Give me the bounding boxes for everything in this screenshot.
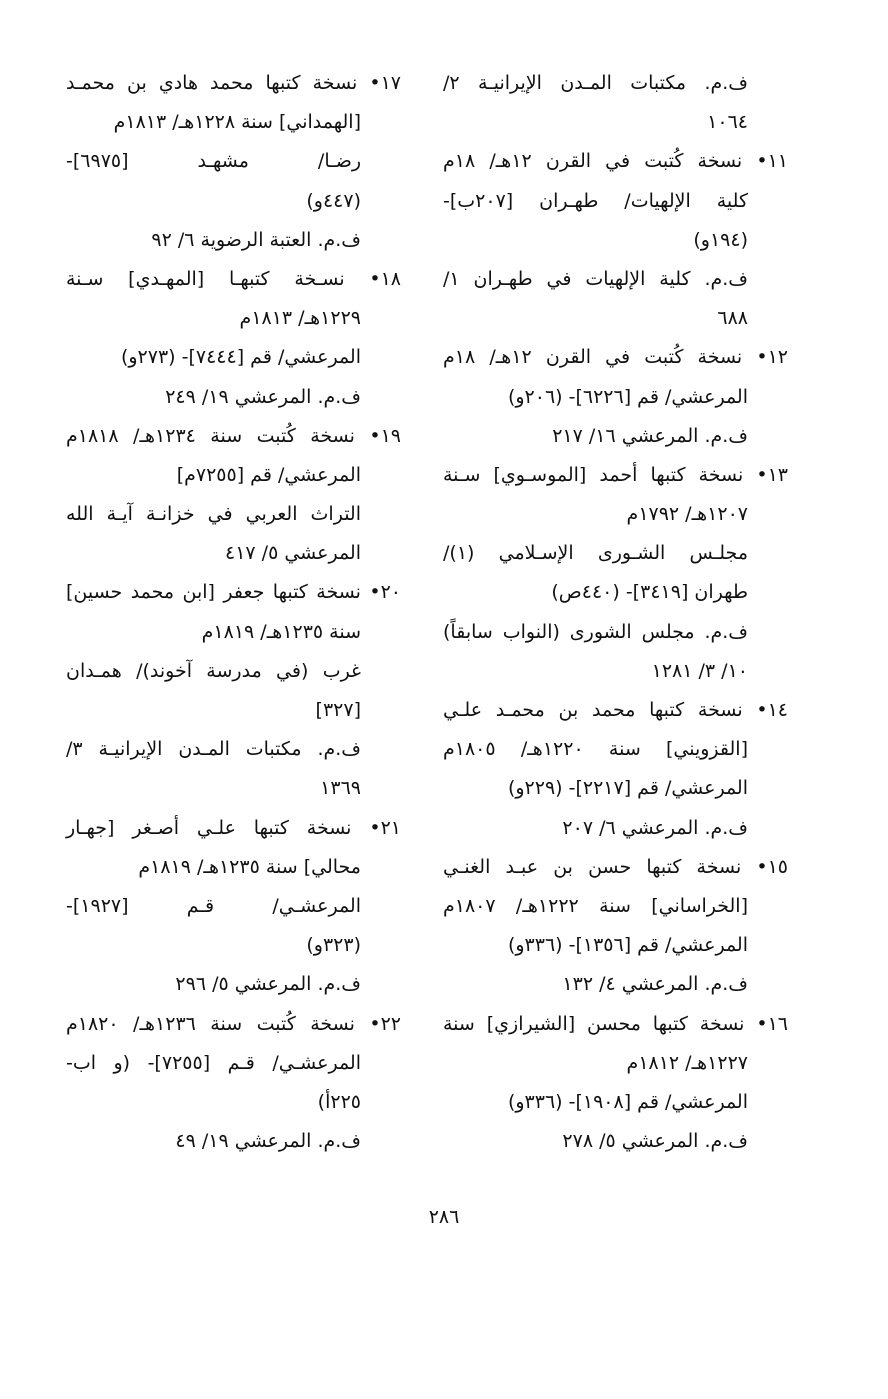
text-line: ف.م. المرعشي ١٦/ ٢١٧ — [552, 424, 748, 447]
text-line: (٣٢٣و) — [306, 934, 361, 957]
text-line: المرعشي/ قم [٦٢٢٦]- (٢٠٦و) — [507, 385, 748, 408]
text-line: ١٧• نسخة كتبها محمد هادي بن محمـد — [66, 72, 401, 94]
text-line: [٣٢٧] — [315, 699, 361, 721]
text-line: ٢٢٥أ) — [317, 1090, 361, 1113]
text-line: المرعشي/ قم [١٣٥٦]- (٣٣٦و) — [507, 934, 748, 957]
text-line: طهران [٣٤١٩]- (٤٤٠ص) — [551, 581, 748, 604]
text-line: ١٩• نسخة كُتبت سنة ١٢٣٤هـ/ ١٨١٨م — [66, 424, 401, 447]
text-line: ف.م. العتبة الرضوية ٦/ ٩٢ — [151, 228, 361, 251]
text-line: ١٨• نسـخة كتبهـا [المهـدي] سـنة — [66, 267, 401, 290]
text-line: ٢٢• نسخة كُتبت سنة ١٢٣٦هـ/ ١٨٢٠م — [66, 1012, 401, 1035]
text-line: ١٦• نسخة كتبها محسن [الشيرازي] سنة — [443, 1012, 788, 1035]
text-line: ١٠٦٤ — [707, 111, 748, 134]
text-line: ف.م. المرعشي ٦/ ٢٠٧ — [562, 816, 748, 839]
text-line: رضـا/ مشهـد [٦٩٧٥]- — [66, 150, 361, 173]
right-column — [443, 64, 788, 1161]
text-line: (٤٤٧و) — [306, 189, 361, 212]
text-line: ف.م. المرعشي ٥/ ٢٧٨ — [562, 1130, 748, 1153]
text-line: ١٢• نسخة كُتبت في القرن ١٢هـ/ ١٨م — [443, 346, 788, 369]
text-line: ١٢٢٩هـ/ ١٨١٣م — [239, 307, 361, 330]
text-line: ف.م. مجلس الشورى (النواب سابقاً) — [443, 620, 748, 643]
text-line: المرعشي/ قم [١٩٠٨]- (٣٣٦و) — [507, 1090, 748, 1113]
text-line: التراث العربي في خزانـة آيـة الله — [66, 503, 361, 526]
text-line: ٦٨٨ — [717, 307, 748, 330]
page-number: ٢٨٦ — [428, 1206, 460, 1228]
text-line: مجلـس الشـورى الإسـلامي (١)/ — [443, 542, 748, 565]
text-line: ف.م. المرعشي ١٩/ ٤٩ — [175, 1130, 361, 1153]
text-line: المرعشـي/ قـم [١٩٢٧]- — [66, 894, 361, 917]
text-line: سنة ١٢٣٥هـ/ ١٨١٩م — [201, 620, 361, 643]
text-line: ف.م. المرعشي ٥/ ٢٩٦ — [175, 973, 361, 996]
text-line: ف.م. المرعشي ٤/ ١٣٢ — [562, 973, 748, 996]
text-line: غرب (في مدرسة آخوند)/ همـدان — [66, 659, 361, 682]
text-line: ١٥• نسخة كتبها حسن بن عبـد الغنـي — [443, 855, 788, 878]
text-line: ١٢٠٧هـ/ ١٧٩٢م — [626, 503, 748, 526]
text-line: المرعشـي/ قـم [٧٢٥٥]- (و اب- — [66, 1051, 361, 1074]
text-line: [الخراساني] سنة ١٢٢٢هـ/ ١٨٠٧م — [443, 894, 748, 917]
text-line: ١٤• نسخة كتبها محمد بن محمـد علـي — [443, 699, 788, 721]
text-line: ١١• نسخة كُتبت في القرن ١٢هـ/ ١٨م — [443, 150, 788, 173]
text-line: ف.م. مكتبات المـدن الإيرانيـة ٢/ — [443, 72, 748, 94]
text-line: ١٣٦٩ — [320, 777, 361, 800]
text-line: ١٢٢٧هـ/ ١٨١٢م — [626, 1051, 748, 1074]
text-line: ٢٠• نسخة كتبها جعفر [ابن محمد حسين] — [66, 581, 401, 604]
left-column — [66, 64, 401, 1161]
text-line: المرعشي ٥/ ٤١٧ — [225, 542, 361, 565]
text-line: ف.م. مكتبات المـدن الإيرانيـة ٣/ — [66, 738, 361, 761]
text-line: [القزويني] سنة ١٢٢٠هـ/ ١٨٠٥م — [443, 738, 748, 761]
text-line: ف.م. المرعشي ١٩/ ٢٤٩ — [165, 385, 361, 408]
text-line: ١٠/ ٣/ ١٢٨١ — [651, 659, 748, 682]
text-line: ١٣• نسخة كتبها أحمد [الموسـوي] سـنة — [443, 463, 788, 486]
text-line: المرعشي/ قم [٧٤٤٤]- (٢٧٣و) — [120, 346, 361, 369]
text-line: محالي] سنة ١٢٣٥هـ/ ١٨١٩م — [138, 855, 361, 878]
text-line: [الهمداني] سنة ١٢٢٨هـ/ ١٨١٣م — [113, 111, 361, 134]
text-line: كلية الإلهيات/ طهـران [٢٠٧ب]- — [443, 189, 748, 212]
text-line: ٢١• نسخة كتبها علـي أصـغر [جهـار — [66, 816, 401, 839]
text-line: (١٩٤و) — [693, 228, 748, 251]
text-line: المرعشي/ قم [٧٢٥٥م] — [176, 463, 361, 486]
text-line: ف.م. كلية الإلهيات في طهـران ١/ — [443, 267, 748, 290]
text-line: المرعشي/ قم [٢٢١٧]- (٢٢٩و) — [507, 777, 748, 800]
